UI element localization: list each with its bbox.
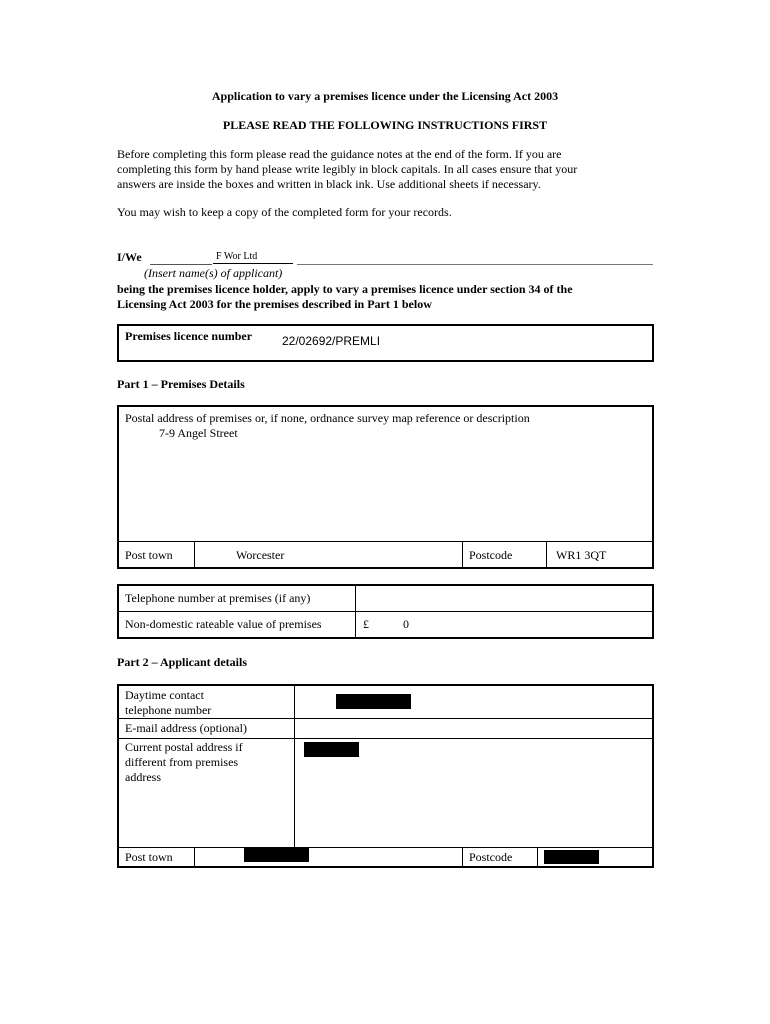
statement-line: being the premises licence holder, apply to vary a premises licence under section 34 of the: [117, 282, 573, 296]
applicant-statement: [117, 282, 677, 312]
divider: [118, 718, 653, 719]
redacted-phone-field[interactable]: [336, 694, 411, 709]
daytime-phone-label: [125, 688, 211, 718]
postcode-label: Postcode: [469, 548, 513, 562]
applicant-label: I/We: [117, 250, 142, 264]
intro-paragraph: [117, 147, 677, 192]
divider: [462, 847, 463, 867]
intro-line: Before completing this form please read the guidance notes at the end of the form. If you are: [117, 147, 562, 161]
applicant-hint: (Insert name(s) of applicant): [144, 266, 283, 280]
post-town-field[interactable]: Worcester: [236, 548, 285, 562]
instructions-heading: PLEASE READ THE FOLLOWING INSTRUCTIONS FIRST: [222, 118, 548, 132]
currency-symbol: £: [363, 617, 369, 631]
current-address-label: [125, 740, 243, 785]
email-field[interactable]: [300, 721, 650, 736]
divider: [194, 847, 195, 867]
divider: [546, 541, 547, 568]
intro-line: answers are inside the boxes and written in black ink. Use additional sheets if necessary.: [117, 177, 541, 191]
label-line: address: [125, 770, 161, 784]
redacted-post-town-field[interactable]: [244, 848, 309, 862]
applicant-name-underline: [213, 263, 293, 264]
post-town-row-divider: [118, 541, 653, 542]
post-town-label: Post town: [125, 548, 173, 562]
applicant-postcode-label: Postcode: [469, 850, 513, 864]
redacted-address-field[interactable]: [304, 742, 359, 757]
divider: [294, 685, 295, 847]
part1-heading: Part 1 – Premises Details: [117, 377, 245, 391]
rateable-value-field[interactable]: 0: [403, 617, 409, 631]
label-line: Current postal address if: [125, 740, 243, 754]
divider: [118, 738, 653, 739]
divider: [194, 541, 195, 568]
premises-address-value[interactable]: 7-9 Angel Street: [159, 426, 238, 440]
label-line: telephone number: [125, 703, 212, 717]
applicant-extra-underline: [297, 264, 653, 265]
applicant-post-town-label: Post town: [125, 850, 173, 864]
email-label: E-mail address (optional): [125, 721, 247, 735]
statement-line: Licensing Act 2003 for the premises described in Part 1 below: [117, 297, 432, 311]
redacted-postcode-field[interactable]: [544, 850, 599, 864]
licence-number-field[interactable]: 22/02692/PREMLI: [282, 334, 381, 348]
applicant-name[interactable]: F Wor Ltd: [216, 251, 258, 262]
intro-line: completing this form by hand please write legibly in block capitals. In all cases ensure that your: [117, 162, 578, 176]
premises-address-label: Postal address of premises or, if none, ordnance survey map reference or description: [125, 411, 530, 425]
label-line: different from premises: [125, 755, 239, 769]
part2-heading: Part 2 – Applicant details: [117, 655, 248, 669]
copy-note: You may wish to keep a copy of the completed form for your records.: [117, 205, 452, 219]
divider: [537, 847, 538, 867]
telephone-field[interactable]: [360, 589, 650, 609]
telephone-label: Telephone number at premises (if any): [125, 591, 311, 605]
divider: [118, 847, 653, 848]
divider: [355, 585, 356, 638]
divider: [118, 611, 653, 612]
label-line: Daytime contact: [125, 688, 204, 702]
rateable-value-label: Non-domestic rateable value of premises: [125, 617, 322, 631]
divider: [462, 541, 463, 568]
postcode-field[interactable]: WR1 3QT: [556, 548, 607, 562]
applicant-underline: [150, 264, 212, 265]
form-title: Application to vary a premises licence under the Licensing Act 2003: [211, 89, 559, 103]
licence-number-label: Premises licence number: [125, 329, 253, 343]
